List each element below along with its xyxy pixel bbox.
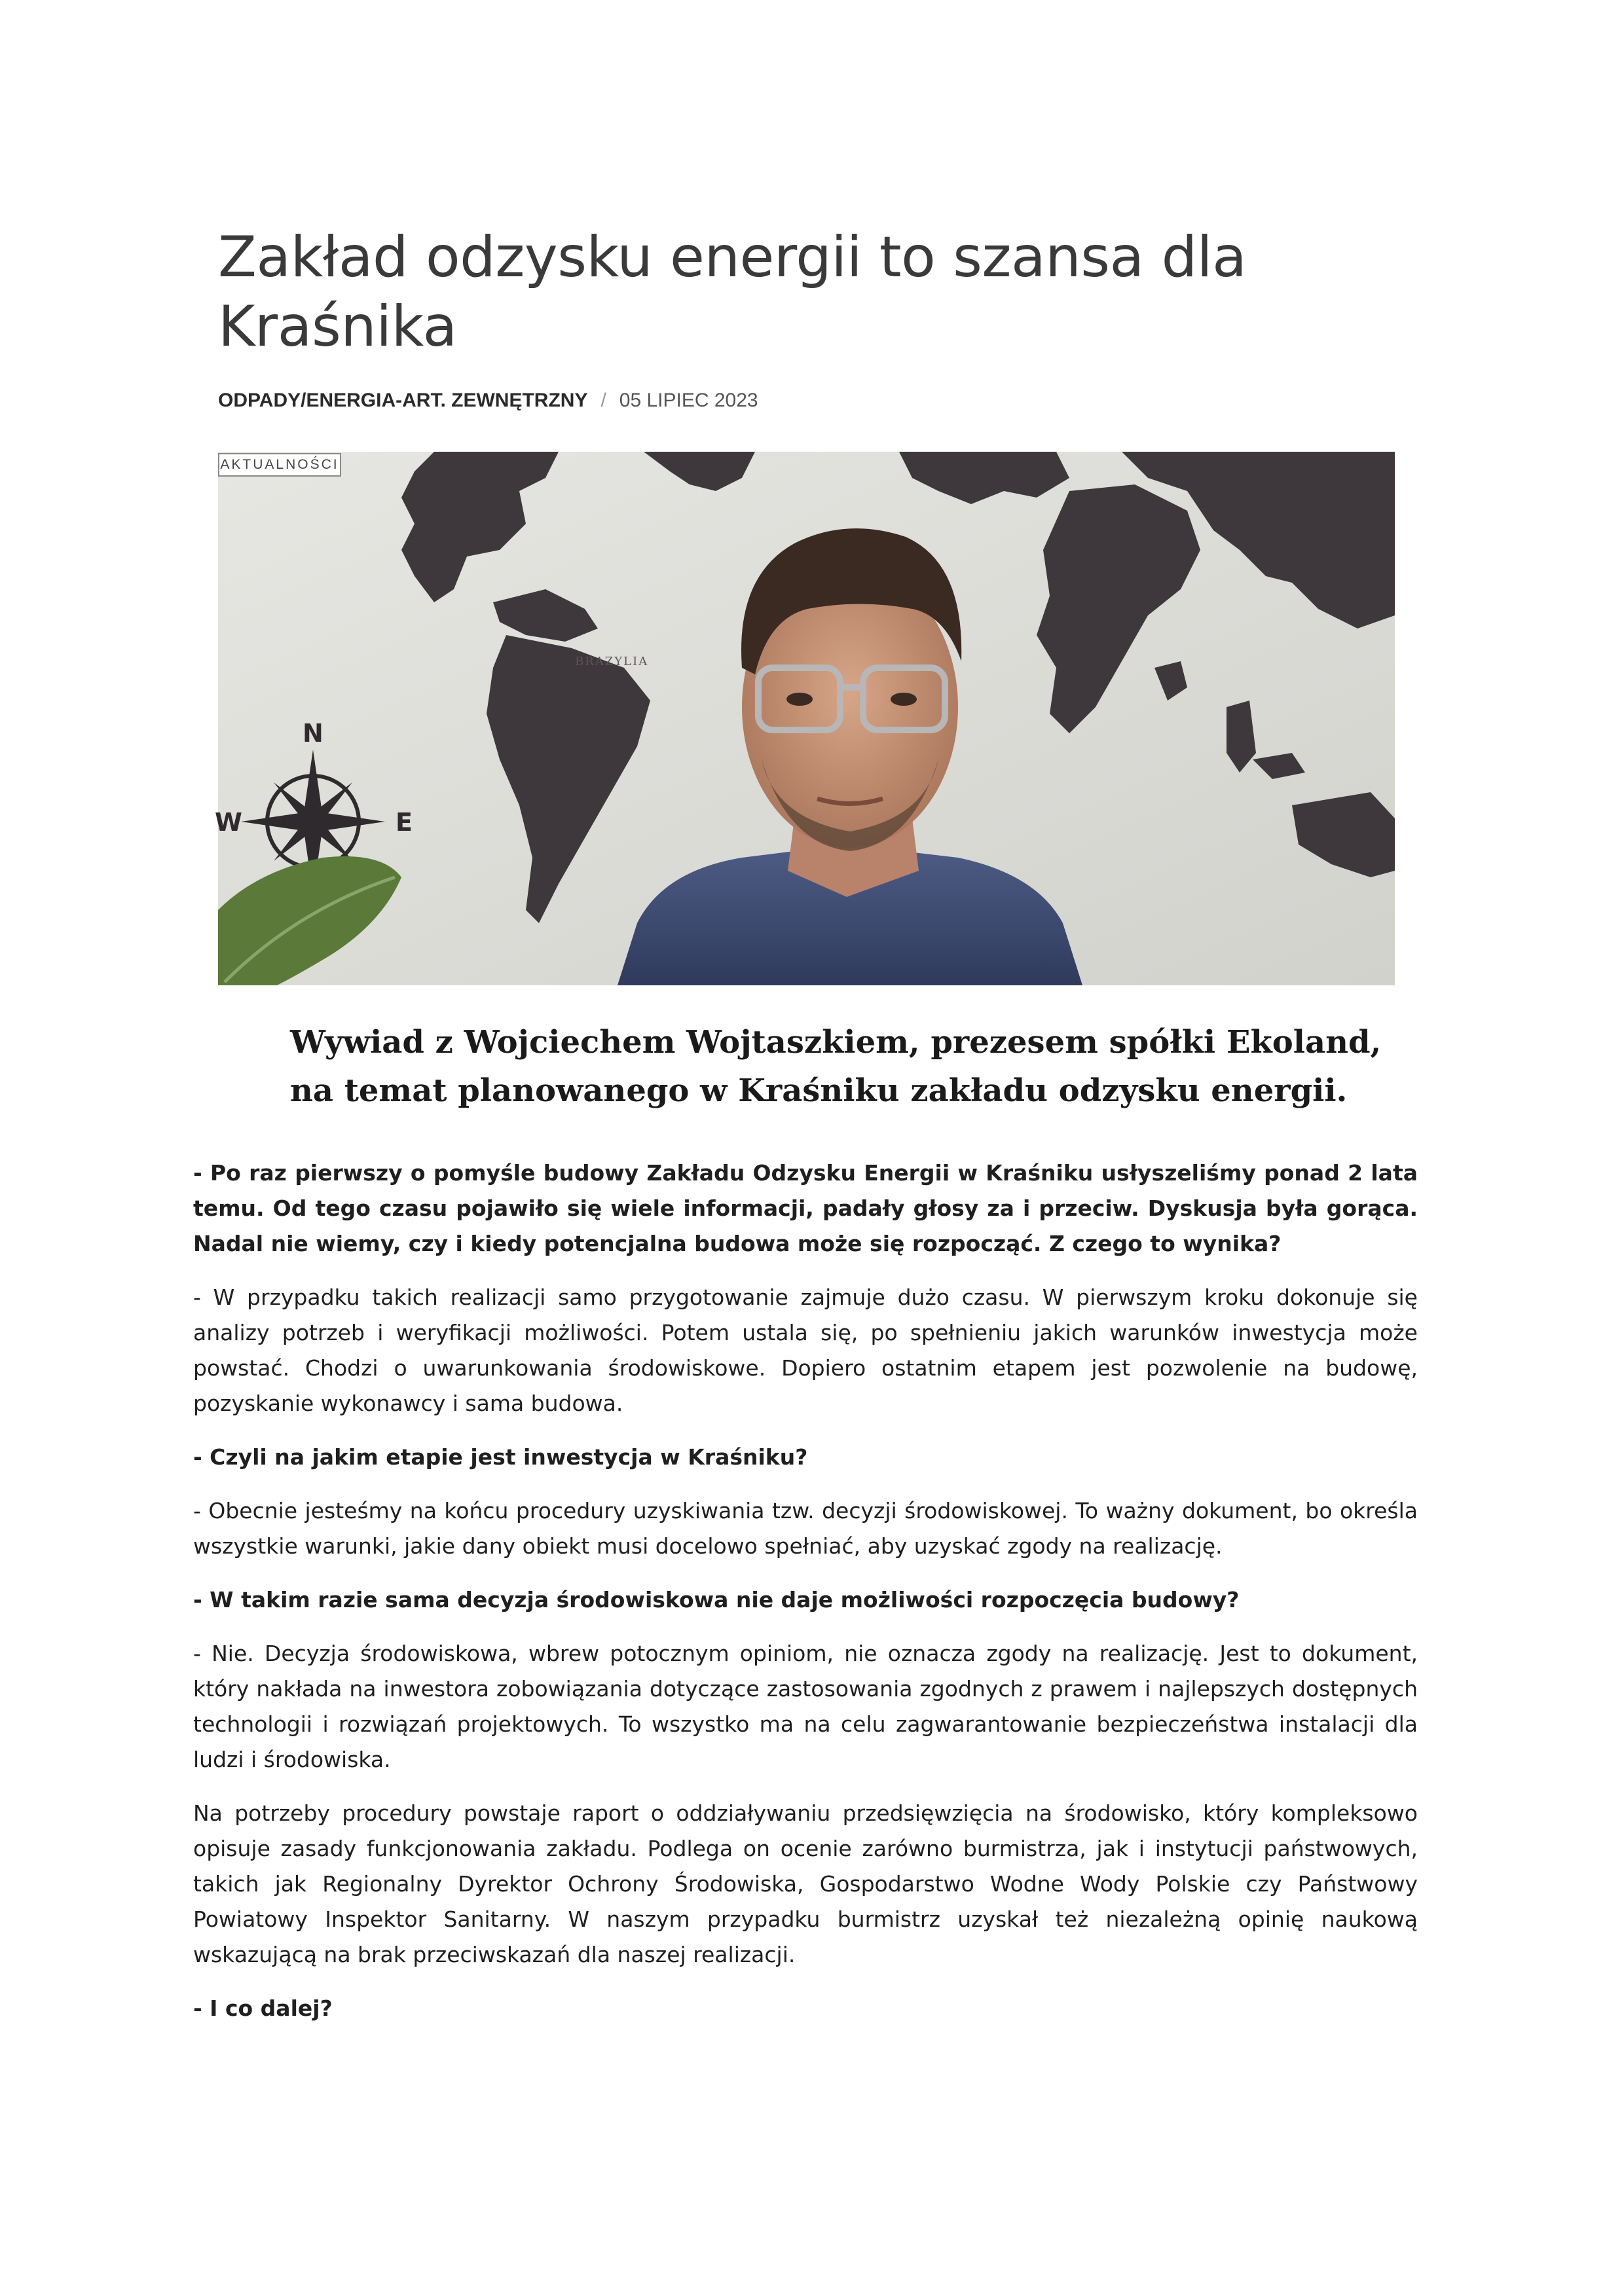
article-lead: Wywiad z Wojciechem Wojtaszkiem, prezesem spółki Ekoland, na temat planowanego w Kraśniku zakładu odzysku energii. [290,1024,1382,1109]
article-category-link[interactable]: ODPADY/ENERGIA-ART. ZEWNĘTRZNY [218,390,588,411]
interview-answer: Na potrzeby procedury powstaje raport o oddziaływaniu przedsięwzięcia na środowisko, który kompleksowo opisuje zasady funkcjonowania zakładu. Podlega on ocenie zarówno burmistrza, jak i instytucji państwowych, takich jak Regionalny Dyrektor Ochrony Środowiska, Gospodarstwo Wodne Wody Polskie czy Państwowy Powiatowy Inspektor Sanitarny. W naszym przypadku burmistrz uzyskał też niezależną opinię naukową wskazującą na brak przeciwskazań dla naszej realizacji. [193,1800,1418,1967]
hero-photo [215,452,1395,985]
interview-answer: - W przypadku takich realizacji samo przygotowanie zajmuje dużo czasu. W pierwszym kroku dokonuje się analizy potrzeb i weryfikacji możliwości. Potem ustala się, po spełnieniu jakich warunków inwestycja może powstać. Chodzi o uwarunkowania środowiskowe. Dopiero ostatnim etapem jest pozwolenie na budowę, pozyskanie wykonawcy i sama budowa. [193,1285,1418,1416]
article-title: Zakład odzysku energii to szansa dla Kraśnika [218,225,1247,359]
svg-text:N: N [303,719,323,748]
category-badge[interactable]: AKTUALNOŚCI [218,453,341,477]
interview-question: - I co dalej? [193,1995,333,2021]
interview-answer: - Nie. Decyzja środowiskowa, wbrew potocznym opiniom, nie oznacza zgody na realizację. Jest to dokument, który nakłada na inwestora zobowiązania dotyczące zastosowania zgodnych z prawem i najlepszych dostępnych technologii i rozwiązań projektowych. To wszystko ma na celu zagwarantowanie bezpieczeństwa instalacji dla ludzi i środowiska. [193,1641,1418,1772]
article-body [193,1156,1418,2045]
interview-question: - Po raz pierwszy o pomyśle budowy Zakładu Odzysku Energii w Kraśniku usłyszeliśmy ponad 2 lata temu. Od tego czasu pojawiło się wiele informacji, padały głosy za i przeciw. Dyskusja była gorąca. Nadal nie wiemy, czy i kiedy potencjalna budowa może się rozpocząć. Z czego to wynika? [193,1160,1418,1256]
article-meta [218,388,758,414]
article-date: 05 LIPIEC 2023 [619,390,758,411]
interview-question: - Czyli na jakim etapie jest inwestycja w Kraśniku? [193,1444,808,1470]
svg-text:E: E [396,808,413,837]
interview-question: - W takim razie sama decyzja środowiskowa nie daje możliwości rozpoczęcia budowy? [193,1587,1240,1613]
interview-answer: - Obecnie jesteśmy na końcu procedury uzyskiwania tzw. decyzji środowiskowej. To ważny dokument, bo określa wszystkie warunki, jakie dany obiekt musi docelowo spełniać, aby uzyskać zgody na realizację. [193,1498,1418,1559]
map-label: BRAZYLIA [575,655,649,668]
meta-separator: / [600,390,606,411]
svg-text:W: W [215,808,242,837]
